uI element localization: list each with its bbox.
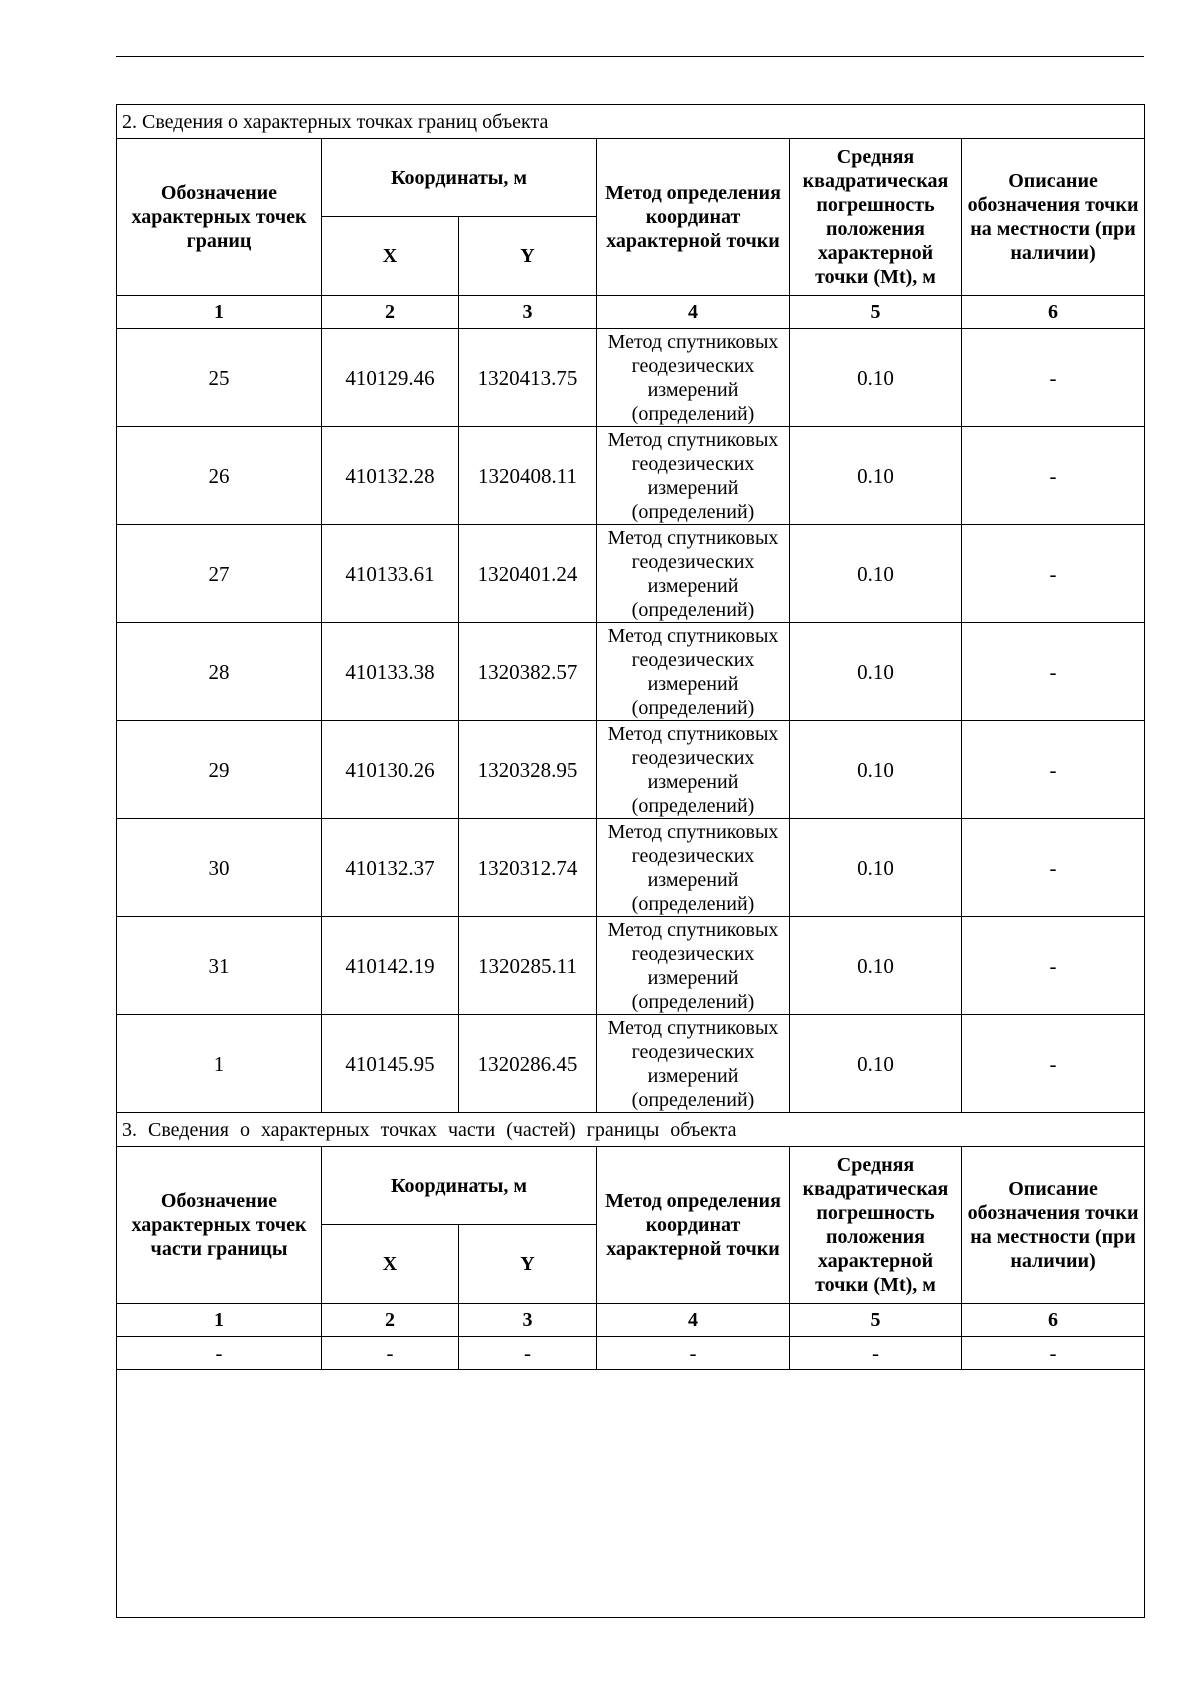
cell-y: 1320413.75 (459, 329, 597, 427)
cell-mt: 0.10 (790, 623, 962, 721)
cell-method: Метод спутниковых геодезических измерений (определений) (597, 1015, 790, 1113)
header-desc: Описание обозначения точки на местности (при наличии) (962, 139, 1145, 296)
header-y: Y (459, 1225, 597, 1304)
cell-point: 25 (117, 329, 322, 427)
header-mt: Средняя квадратическая погрешность положения характерной точки (Mt), м (790, 1147, 962, 1304)
header-y: Y (459, 217, 597, 296)
header-method: Метод определения координат характерной точки (597, 139, 790, 296)
cell-point: 27 (117, 525, 322, 623)
cell-desc: - (962, 427, 1145, 525)
cell-point: 1 (117, 1015, 322, 1113)
table-row (117, 623, 1145, 721)
cell-mt: 0.10 (790, 525, 962, 623)
cell-desc: - (962, 525, 1145, 623)
table-row (117, 1015, 1145, 1113)
header-mt: Средняя квадратическая погрешность положения характерной точки (Mt), м (790, 139, 962, 296)
section-3-header-row (117, 1147, 1145, 1225)
cell-desc: - (962, 917, 1145, 1015)
cell-x: 410133.38 (322, 623, 459, 721)
page-header-rule (116, 56, 1144, 57)
cell-y: 1320401.24 (459, 525, 597, 623)
cell-point: 31 (117, 917, 322, 1015)
cell-desc: - (962, 623, 1145, 721)
header-coords: Координаты, м (322, 139, 597, 217)
cell-mt: 0.10 (790, 329, 962, 427)
section-2-header-row (117, 139, 1145, 217)
header-point: Обозначение характерных точек части границы (117, 1147, 322, 1304)
col-number: 5 (790, 296, 962, 329)
cell-desc: - (962, 819, 1145, 917)
section-2-column-numbers (117, 296, 1145, 329)
cell-desc: - (962, 1337, 1145, 1370)
cell-desc: - (962, 721, 1145, 819)
coordinates-table (116, 104, 1145, 1618)
cell-mt: - (790, 1337, 962, 1370)
table-row (117, 721, 1145, 819)
header-x: X (322, 1225, 459, 1304)
cell-desc: - (962, 1015, 1145, 1113)
col-number: 1 (117, 1304, 322, 1337)
cell-x: 410129.46 (322, 329, 459, 427)
blank-area-row (117, 1370, 1145, 1618)
cell-method: Метод спутниковых геодезических измерений (определений) (597, 623, 790, 721)
section-3-column-numbers (117, 1304, 1145, 1337)
table-row (117, 427, 1145, 525)
col-number: 2 (322, 296, 459, 329)
cell-method: Метод спутниковых геодезических измерений (определений) (597, 917, 790, 1015)
col-number: 6 (962, 296, 1145, 329)
cell-y: 1320382.57 (459, 623, 597, 721)
section-3-title: 3. Сведения о характерных точках части (частей) границы объекта (117, 1113, 1145, 1147)
cell-x: - (322, 1337, 459, 1370)
cell-y: 1320408.11 (459, 427, 597, 525)
cell-method: Метод спутниковых геодезических измерений (определений) (597, 819, 790, 917)
cell-x: 410130.26 (322, 721, 459, 819)
col-number: 1 (117, 296, 322, 329)
cell-y: 1320286.45 (459, 1015, 597, 1113)
section-3-title-row (117, 1113, 1145, 1147)
cell-x: 410132.28 (322, 427, 459, 525)
cell-method: Метод спутниковых геодезических измерений (определений) (597, 721, 790, 819)
table-row (117, 1337, 1145, 1370)
cell-method: Метод спутниковых геодезических измерений (определений) (597, 525, 790, 623)
col-number: 3 (459, 296, 597, 329)
cell-x: 410145.95 (322, 1015, 459, 1113)
cell-y: 1320328.95 (459, 721, 597, 819)
section-2-title: 2. Сведения о характерных точках границ объекта (117, 105, 1145, 139)
cell-method: - (597, 1337, 790, 1370)
header-desc: Описание обозначения точки на местности (при наличии) (962, 1147, 1145, 1304)
cell-x: 410133.61 (322, 525, 459, 623)
cell-y: 1320285.11 (459, 917, 597, 1015)
cell-mt: 0.10 (790, 917, 962, 1015)
table-row (117, 525, 1145, 623)
cell-point: - (117, 1337, 322, 1370)
header-method: Метод определения координат характерной точки (597, 1147, 790, 1304)
header-coords: Координаты, м (322, 1147, 597, 1225)
header-point: Обозначение характерных точек границ (117, 139, 322, 296)
col-number: 4 (597, 1304, 790, 1337)
cell-x: 410132.37 (322, 819, 459, 917)
cell-point: 29 (117, 721, 322, 819)
cell-mt: 0.10 (790, 721, 962, 819)
cell-method: Метод спутниковых геодезических измерений (определений) (597, 427, 790, 525)
cell-y: - (459, 1337, 597, 1370)
cell-mt: 0.10 (790, 427, 962, 525)
col-number: 2 (322, 1304, 459, 1337)
cell-y: 1320312.74 (459, 819, 597, 917)
cell-desc: - (962, 329, 1145, 427)
header-x: X (322, 217, 459, 296)
table-body (117, 105, 1145, 1618)
cell-point: 26 (117, 427, 322, 525)
col-number: 5 (790, 1304, 962, 1337)
cell-point: 30 (117, 819, 322, 917)
section-2-title-row (117, 105, 1145, 139)
cell-method: Метод спутниковых геодезических измерений (определений) (597, 329, 790, 427)
blank-area (117, 1370, 1145, 1618)
table-row (117, 819, 1145, 917)
coordinates-document (116, 104, 1144, 1618)
col-number: 6 (962, 1304, 1145, 1337)
cell-point: 28 (117, 623, 322, 721)
table-row (117, 917, 1145, 1015)
table-row (117, 329, 1145, 427)
col-number: 3 (459, 1304, 597, 1337)
col-number: 4 (597, 296, 790, 329)
cell-mt: 0.10 (790, 1015, 962, 1113)
cell-mt: 0.10 (790, 819, 962, 917)
cell-x: 410142.19 (322, 917, 459, 1015)
